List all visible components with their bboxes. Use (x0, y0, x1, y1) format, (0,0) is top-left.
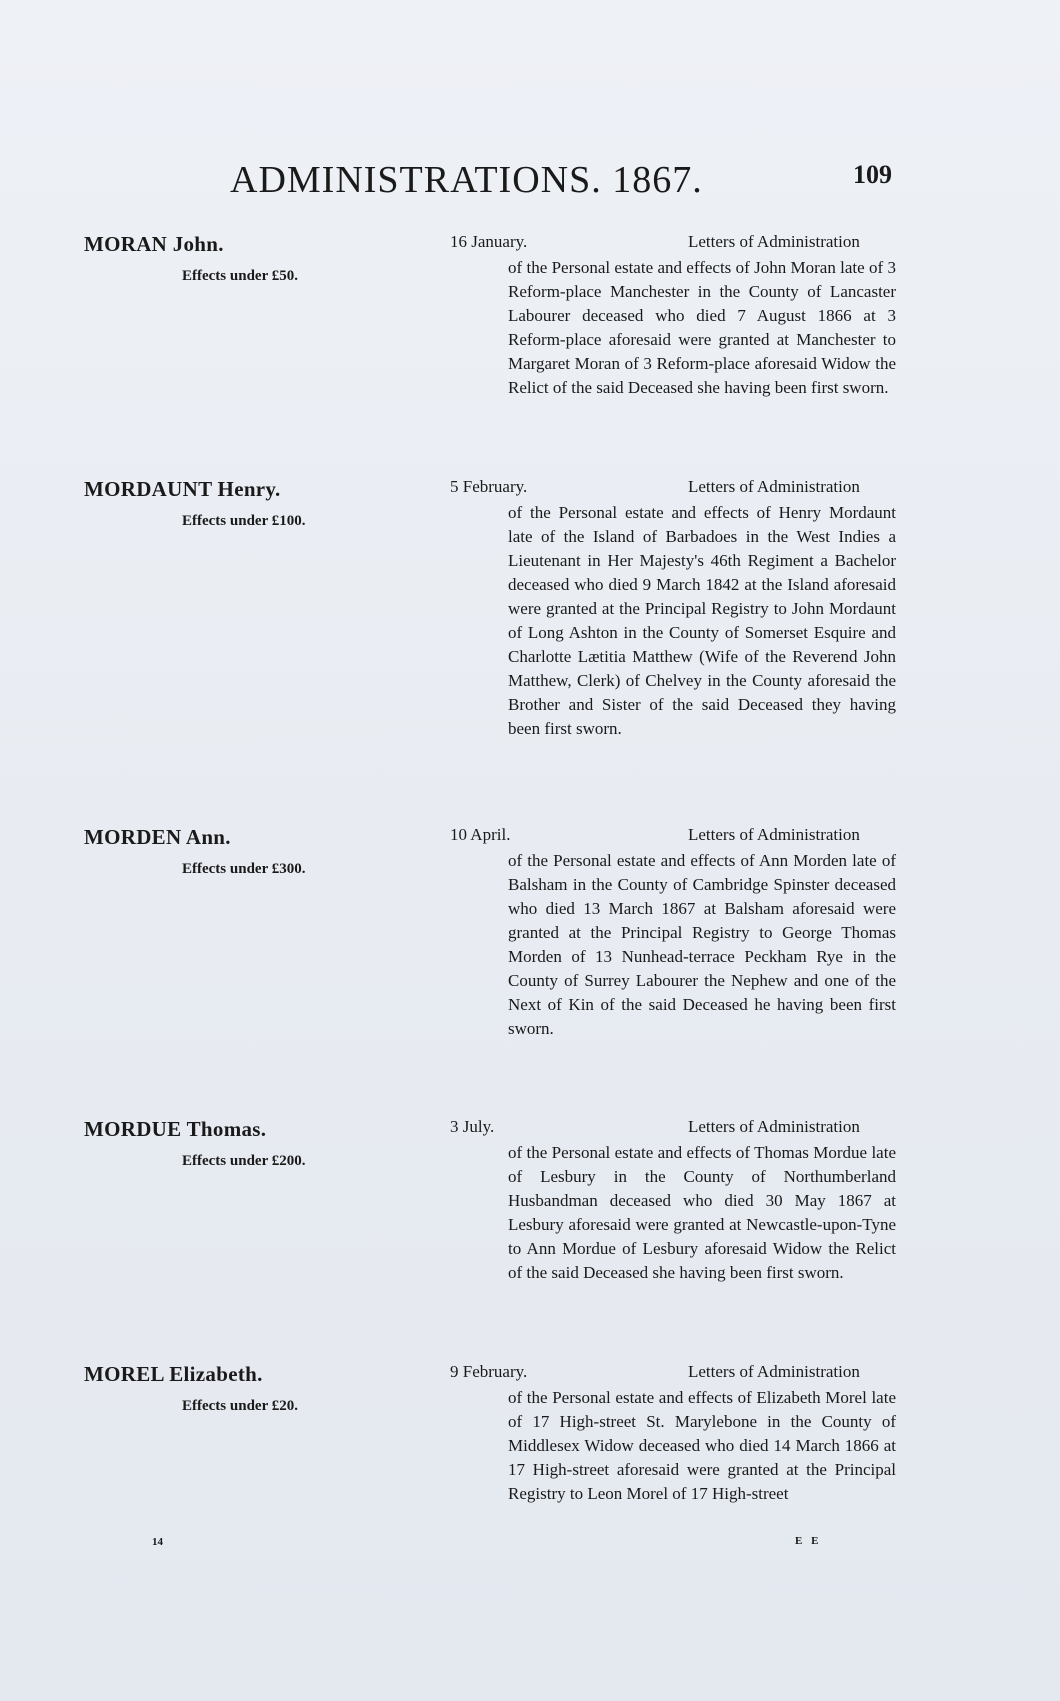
entry-lead: Letters of Administration (688, 1362, 860, 1381)
entry-name: MORDUE Thomas. (84, 1117, 267, 1141)
entry-date: 10 April. (450, 825, 511, 844)
entry-name: MORDAUNT Henry. (84, 477, 281, 501)
entry-name: MOREL Elizabeth. (84, 1362, 263, 1386)
entry-lead: Letters of Administration (688, 825, 860, 844)
entry-name: MORDEN Ann. (84, 825, 231, 849)
footer-signature-right: E E (795, 1535, 822, 1547)
entry-name: MORAN John. (84, 232, 224, 256)
entry-lead: Letters of Administration (688, 232, 860, 251)
entry-date: 9 February. (450, 1362, 528, 1381)
entry-effects: Effects under £300. (182, 861, 306, 877)
page-number: 109 (853, 160, 892, 189)
page-title: ADMINISTRATIONS. 1867. (230, 159, 703, 201)
entry-text: of the Personal estate and effects of Elizabeth Morel late of 17 High-street St. Marylebone in the County of Middlesex Widow deceased who died 14 March 1866 at 17 High-street aforesaid were granted at the Principal Registry to Leon Morel of 17 High-street (508, 1388, 896, 1503)
entry-date: 3 July. (450, 1117, 495, 1136)
entry-effects: Effects under £100. (182, 513, 306, 529)
entry-lead: Letters of Administration (688, 1117, 860, 1136)
entry-date: 5 February. (450, 477, 528, 496)
footer-signature-left: 14 (152, 1536, 163, 1548)
entry-lead: Letters of Administration (688, 477, 860, 496)
entry-text: of the Personal estate and effects of Ann Morden late of Balsham in the County of Cambridge Spinster deceased who died 13 March 1867 at Balsham aforesaid were granted at the Principal Registry to George Thomas Morden of 13 Nunhead-terrace Peckham Rye in the County of Surrey Labourer the Nephew and one of the Next of Kin of the said Deceased he having been first sworn. (508, 851, 896, 1038)
entry-date: 16 January. (450, 232, 528, 251)
entry-effects: Effects under £50. (182, 268, 298, 284)
entry-text: of the Personal estate and effects of John Moran late of 3 Reform-place Manchester in the County of Lancaster Labourer deceased who died 7 August 1866 at 3 Reform-place aforesaid were granted at Manchester to Margaret Moran of 3 Reform-place aforesaid Widow the Relict of the said Deceased she having been first sworn. (508, 258, 896, 397)
entry-effects: Effects under £200. (182, 1153, 306, 1169)
entry-text: of the Personal estate and effects of Thomas Mordue late of Lesbury in the County of Northumberland Husbandman deceased who died 30 May 1867 at Lesbury aforesaid were granted at Newcastle-upon-Tyne to Ann Mordue of Lesbury aforesaid Widow the Relict of the said Deceased she having been first sworn. (508, 1143, 896, 1282)
entry-effects: Effects under £20. (182, 1398, 298, 1414)
entry-text: of the Personal estate and effects of Henry Mordaunt late of the Island of Barbadoes in the West Indies a Lieutenant in Her Majesty's 46th Regiment a Bachelor deceased who died 9 March 1842 at the Island aforesaid were granted at the Principal Registry to John Mordaunt of Long Ashton in the County of Somerset Esquire and Charlotte Lætitia Matthew (Wife of the Reverend John Matthew, Clerk) of Chelvey in the County aforesaid the Brother and Sister of the said Deceased they having been first sworn. (508, 503, 896, 738)
